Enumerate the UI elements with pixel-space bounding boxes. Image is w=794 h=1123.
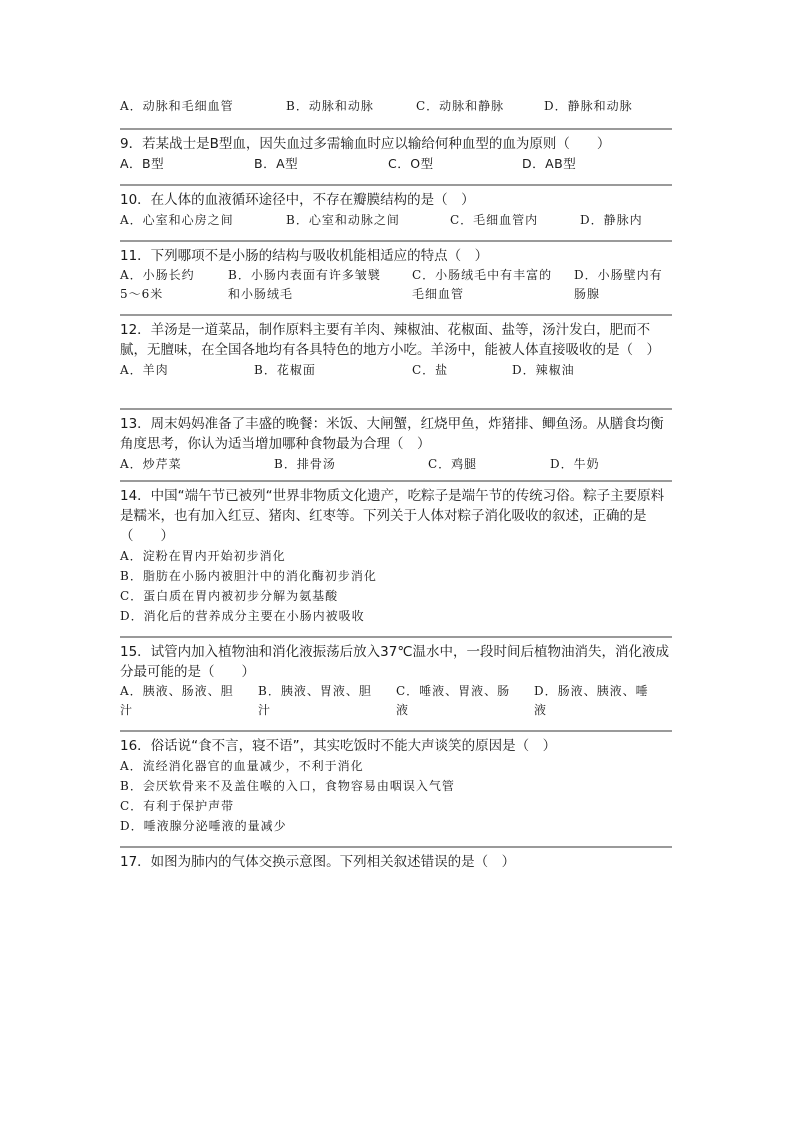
divider	[120, 184, 672, 186]
q17-block	[120, 852, 672, 872]
q8-block	[120, 96, 672, 116]
q11-block	[120, 246, 672, 306]
q9-option-a[interactable]: A．B型	[120, 156, 165, 171]
q12-option-a[interactable]: A．羊肉	[120, 363, 169, 377]
q9-option-b[interactable]: B．A型	[254, 156, 299, 171]
q15-stem: 15．试管内加入植物油和消化液振荡后放入37℃温水中，一段时间后植物油消失，消化液成分最可能的是（ ）	[120, 644, 670, 680]
q14-option-d[interactable]: D．消化后的营养成分主要在小肠内被吸收	[120, 609, 365, 623]
q13-option-b[interactable]: B．排骨汤	[274, 457, 336, 471]
q10-option-d[interactable]: D．静脉内	[580, 213, 643, 227]
q15-block	[120, 642, 672, 722]
q14-block	[120, 486, 672, 626]
q14-option-c[interactable]: C．蛋白质在胃内被初步分解为氨基酸	[120, 589, 339, 603]
q15-option-a[interactable]: A．胰液、肠液、胆 汁	[120, 684, 234, 717]
q15-options	[120, 682, 672, 722]
q12-block	[120, 320, 672, 380]
divider	[120, 636, 672, 638]
q16-option-a[interactable]: A．流经消化器官的血量减少，不利于消化	[120, 759, 364, 773]
q9-options	[120, 154, 672, 174]
q12-option-b[interactable]: B．花椒面	[254, 363, 316, 377]
q13-option-a[interactable]: A．炒芹菜	[120, 457, 182, 471]
q8-option-c[interactable]: C．动脉和静脉	[416, 99, 505, 113]
q8-option-a[interactable]: A．动脉和毛细血管	[120, 99, 234, 113]
q13-block	[120, 414, 672, 474]
q17-stem: 17．如图为肺内的气体交换示意图。下列相关叙述错误的是（ ）	[120, 854, 516, 870]
q16-stem: 16．俗话说“食不言，寝不语”，其实吃饭时不能大声谈笑的原因是（ ）	[120, 738, 557, 754]
q9-option-d[interactable]: D．AB型	[522, 156, 577, 171]
q11-options	[120, 266, 672, 306]
q12-option-d[interactable]: D．辣椒油	[512, 363, 575, 377]
q8-option-d[interactable]: D．静脉和动脉	[544, 99, 633, 113]
divider	[120, 240, 672, 242]
q12-stem: 12．羊汤是一道菜品，制作原料主要有羊肉、辣椒油、花椒面、盐等，汤汁发白，肥而不腻，无膻味，在全国各地均有各具特色的地方小吃。羊汤中，能被人体直接吸收的是（ ）	[120, 322, 660, 358]
divider	[120, 480, 672, 482]
q16-option-c[interactable]: C．有利于保护声带	[120, 799, 235, 813]
q10-option-c[interactable]: C．毛细血管内	[450, 213, 539, 227]
q13-option-d[interactable]: D．牛奶	[550, 457, 600, 471]
q11-option-d[interactable]: D．小肠壁内有 肠腺	[574, 268, 663, 301]
q10-stem: 10．在人体的血液循环途径中，不存在瓣膜结构的是（ ）	[120, 192, 475, 208]
q11-stem: 11．下列哪项不是小肠的结构与吸收机能相适应的特点（ ）	[120, 248, 489, 264]
q8-option-b[interactable]: B．动脉和动脉	[286, 99, 374, 113]
q11-option-c[interactable]: C．小肠绒毛中有丰富的 毛细血管	[412, 268, 553, 301]
q14-stem: 14．中国“端午节已被列“世界非物质文化遗产，吃粽子是端午节的传统习俗。粽子主要原料是糯米，也有加入红豆、猪肉、红枣等。下列关于人体对粽子消化吸收的叙述，正确的是（ ）	[120, 488, 665, 544]
q14-option-a[interactable]: A．淀粉在胃内开始初步消化	[120, 549, 286, 563]
q8-options	[120, 96, 672, 116]
q10-options	[120, 210, 672, 230]
q15-option-c[interactable]: C．唾液、胃液、肠 液	[396, 684, 511, 717]
q16-option-d[interactable]: D．唾液腺分泌唾液的量减少	[120, 819, 287, 833]
q12-options	[120, 360, 672, 380]
q15-option-b[interactable]: B．胰液、胃液、胆 汁	[258, 684, 372, 717]
divider	[120, 846, 672, 848]
divider	[120, 408, 672, 410]
divider	[120, 314, 672, 316]
q9-option-c[interactable]: C．O型	[388, 156, 434, 171]
q13-option-c[interactable]: C．鸡腿	[428, 457, 478, 471]
q10-option-b[interactable]: B．心室和动脉之间	[286, 213, 400, 227]
q9-stem: 9．若某战士是B型血，因失血过多需输血时应以输给何种血型的血为原则（ ）	[120, 136, 611, 152]
q13-options	[120, 454, 672, 474]
q15-option-d[interactable]: D．肠液、胰液、唾 液	[534, 684, 649, 717]
q16-option-b[interactable]: B．会厌软骨来不及盖住喉的入口，食物容易由咽误入气管	[120, 779, 455, 793]
q11-option-a[interactable]: A．小肠长约 5～6米	[120, 268, 195, 301]
q11-option-b[interactable]: B．小肠内表面有许多皱襞 和小肠绒毛	[228, 268, 381, 301]
divider	[120, 730, 672, 732]
q13-stem: 13．周末妈妈准备了丰盛的晚餐：米饭、大闸蟹，红烧甲鱼，炸猪排、鲫鱼汤。从膳食均衡角度思考，你认为适当增加哪种食物最为合理（ ）	[120, 416, 664, 452]
q9-block	[120, 134, 672, 174]
q12-option-c[interactable]: C．盐	[412, 363, 449, 377]
q10-block	[120, 190, 672, 230]
q10-option-a[interactable]: A．心室和心房之间	[120, 213, 234, 227]
q14-option-b[interactable]: B．脂肪在小肠内被胆汁中的消化酶初步消化	[120, 569, 377, 583]
divider	[120, 128, 672, 130]
q16-block	[120, 736, 672, 836]
